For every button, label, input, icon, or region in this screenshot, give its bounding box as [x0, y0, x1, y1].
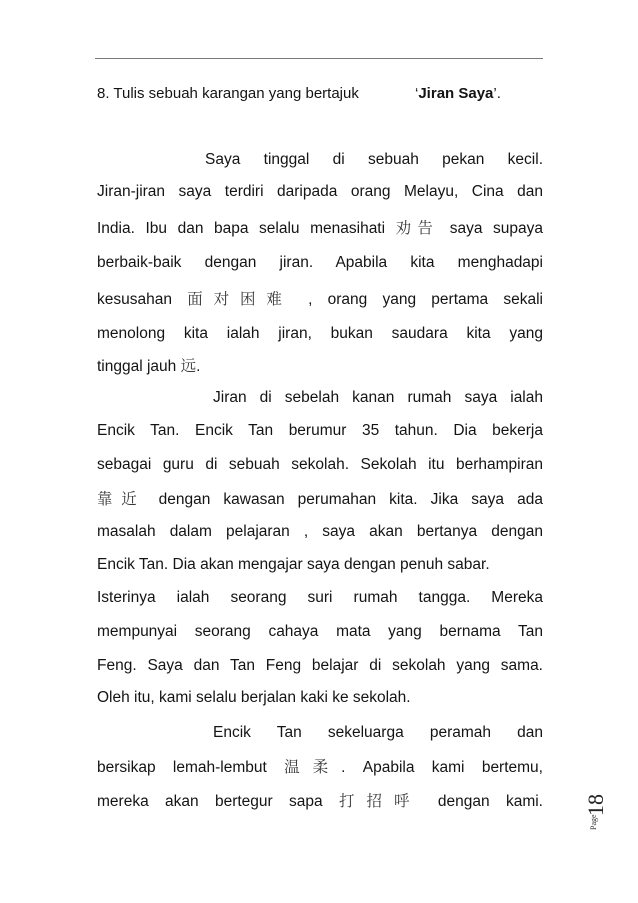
header-rule — [95, 58, 543, 59]
text-line — [97, 521, 543, 543]
text-segment: dengan kawasan perumahan kita. Jika saya ada — [145, 491, 543, 508]
text-line — [97, 454, 543, 476]
text-line — [97, 587, 543, 609]
text-segment: sebagai guru di sebuah sekolah. Sekolah itu berhampiran — [97, 456, 543, 473]
text-segment: bersikap lemah-lembut — [97, 759, 285, 776]
text-line — [97, 288, 543, 310]
essay-title: ‘Jiran Saya’. — [415, 85, 501, 102]
essay-title-text: Jiran Saya — [418, 85, 494, 102]
text-line — [97, 756, 543, 778]
text-segment: Jiran di sebelah kanan rumah saya ialah — [213, 389, 543, 406]
text-line — [97, 217, 543, 239]
chinese-gloss: 劝告 — [395, 219, 440, 237]
text-segment: India. Ibu dan bapa selalu menasihati — [97, 220, 396, 237]
text-segment: Jiran-jiran saya terdiri daripada orang Melayu, Cina dan — [97, 183, 543, 200]
text-segment: mereka akan bertegur sapa — [97, 793, 339, 810]
page-number: 18 — [583, 794, 608, 816]
text-segment: mempunyai seorang cahaya mata yang bernama Tan — [97, 623, 543, 640]
text-line — [97, 420, 543, 442]
chinese-gloss: 远 — [180, 357, 197, 375]
chinese-gloss: 打招呼 — [338, 792, 422, 810]
text-segment: , orang yang pertama sekali — [292, 291, 543, 308]
chinese-gloss: 靠近 — [97, 490, 146, 508]
text-segment: Encik Tan. Encik Tan berumur 35 tahun. Dia bekerja — [97, 422, 543, 439]
text-segment: kesusahan — [97, 291, 188, 308]
text-line — [97, 181, 543, 203]
text-line — [205, 149, 543, 171]
text-segment: masalah dalam pelajaran , saya akan bertanya dengan — [97, 523, 543, 540]
text-line — [97, 488, 543, 510]
text-segment: berbaik-baik dengan jiran. Apabila kita menghadapi — [97, 254, 543, 271]
text-segment: dengan kami. — [421, 793, 543, 810]
text-segment: Oleh itu, kami selalu berjalan kaki ke sekolah. — [97, 689, 411, 706]
text-segment: . Apabila kami bertemu, — [341, 759, 543, 776]
question-prompt: 8. Tulis sebuah karangan yang bertajuk — [97, 85, 359, 102]
chinese-gloss: 面对困难 — [187, 290, 293, 308]
text-segment: Feng. Saya dan Tan Feng belajar di sekolah yang sama. — [97, 657, 543, 674]
text-segment: tinggal jauh — [97, 358, 181, 375]
text-segment: Encik Tan sekeluarga peramah dan — [213, 724, 543, 741]
text-line — [97, 554, 543, 576]
text-line — [97, 323, 543, 345]
text-segment: . — [196, 358, 201, 375]
text-line — [97, 252, 543, 274]
page-number-block — [583, 772, 608, 832]
text-line — [213, 387, 543, 409]
text-segment: saya supaya — [439, 220, 543, 237]
chinese-gloss: 温柔 — [284, 758, 342, 776]
text-line — [97, 621, 543, 643]
page-label: Page — [589, 814, 598, 830]
text-segment: Saya tinggal di sebuah pekan kecil. — [205, 151, 543, 168]
text-segment: menolong kita ialah jiran, bukan saudara kita yang — [97, 325, 543, 342]
text-line — [97, 355, 543, 377]
text-line — [213, 722, 543, 744]
text-segment: Isterinya ialah seorang suri rumah tangga. Mereka — [97, 589, 543, 606]
question-heading — [97, 85, 501, 102]
text-line — [97, 655, 543, 677]
text-line — [97, 790, 543, 812]
text-line — [97, 687, 543, 709]
text-segment: Encik Tan. Dia akan mengajar saya dengan penuh sabar. — [97, 556, 490, 573]
